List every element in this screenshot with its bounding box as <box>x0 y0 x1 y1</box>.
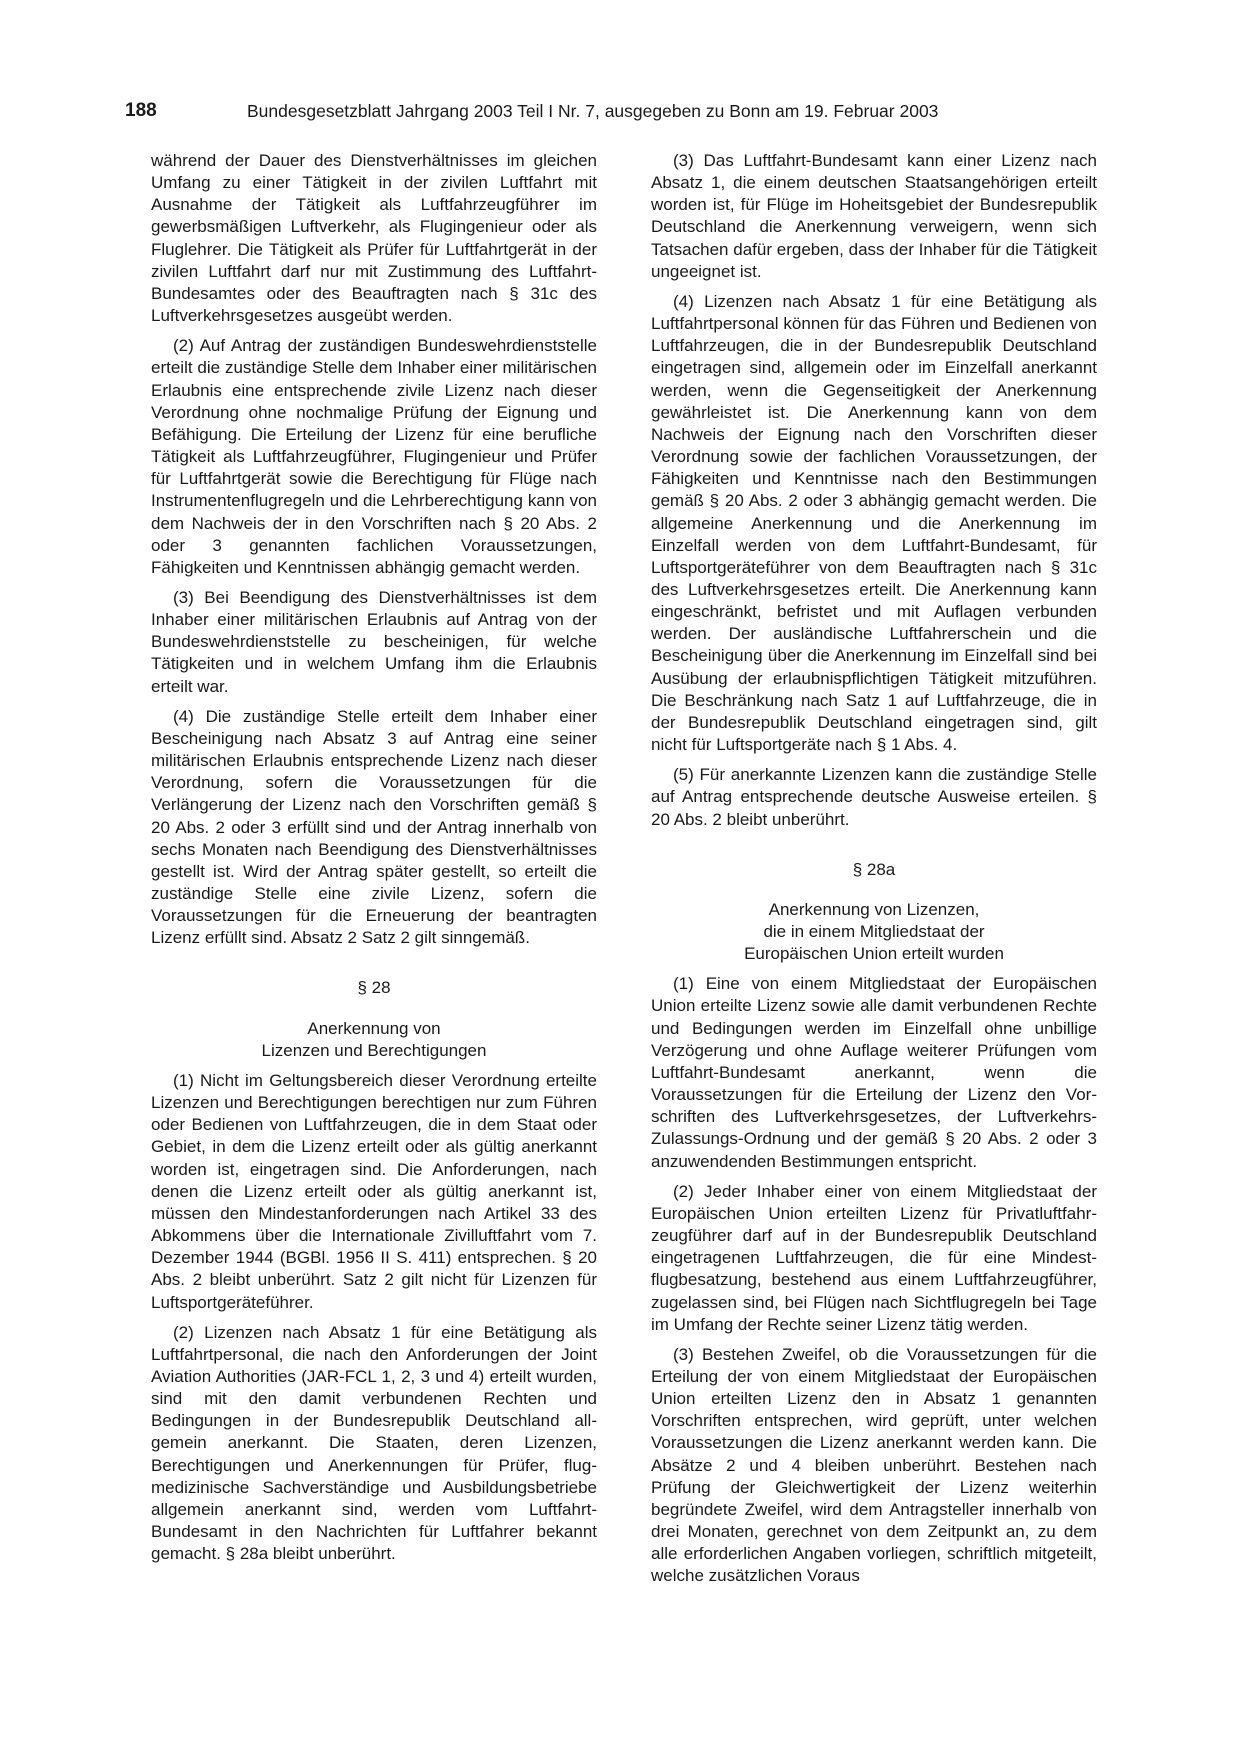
paragraph-28-1: (1) Nicht im Geltungsbereich dieser Verordnung erteilte Lizenzen und Berechtigungen berechtigen nur zum Führen oder Bedienen von Luftfahrzeugen, die in dem Staat oder Gebiet, in dem die Lizenz erteilt oder als gültig anerkannt worden ist, eingetragen sind. Die Anforderungen, nach denen die Lizenz erteilt oder als gültig anerkannt ist, müssen den Mindestanforderungen nach Artikel 33 des Abkommens über die Internationale Zivilluftfahrt vom 7. Dezember 1944 (BGBl. 1956 II S. 411) entsprechen. § 20 Abs. 2 bleibt unberührt. Satz 2 gilt nicht für Lizenzen für Luftsportgeräteführer. <box>151 1070 597 1312</box>
paragraph-27-3: (3) Bei Beendigung des Dienstverhältnisses ist dem Inhaber einer militärischen Erlaubnis auf Antrag von der Bundeswehrdienststelle zu bescheinigen, für welche Tätigkeiten und in welchem Umfang ihm die Erlaubnis erteilt war. <box>151 587 597 696</box>
section-28a-title-line-2: die in einem Mitgliedstaat der <box>763 922 985 941</box>
section-28a-title-line-3: Europäischen Union erteilt wurden <box>744 944 1004 964</box>
section-28a-number: § 28a <box>852 859 896 879</box>
paragraph-28a-2: (2) Jeder Inhaber einer von einem Mitgliedstaat der Europäischen Union erteilten Lizenz für Privatluftfahrzeugführer darf auf in der Bundesrepublik Deutschland eingetragenen Luftfahrzeugen, die für eine Mindestflugbesatzung, bestehend aus einem Luftfahrzeugführer, zugelassen sind, bei Flügen nach Sichtflugregeln bei Tage im Umfang der Rechte seiner Lizenz tätig werden. <box>651 1181 1097 1334</box>
paragraph-28-3: (3) Das Luftfahrt-Bundesamt kann einer Lizenz nach Absatz 1, die einem deutschen Staatsangehörigen erteilt worden ist, für Flüge im Hoheitsgebiet der Bundesrepublik Deutschland die Anerkennung verweigern, wenn sich Tatsachen dafür ergeben, dass der Inhaber für die Tätigkeit ungeeignet ist. <box>651 151 1097 281</box>
paragraph-27-4: (4) Die zuständige Stelle erteilt dem Inhaber einer Bescheinigung nach Absatz 3 auf Antrag eine seiner militärischen Erlaubnis entsprechende Lizenz nach dieser Verordnung, sofern die Voraussetzungen für die Verlängerung der Lizenz nach den Vorschriften gemäß § 20 Abs. 2 oder 3 erfüllt sind und der Antrag innerhalb von sechs Monaten nach Beendigung des Dienstverhältnisses gestellt ist. Wird der Antrag später gestellt, so erteilt die zuständige Stelle eine zivile Lizenz, sofern die Voraussetzungen für die Erneuerung der beantragten Lizenz erfüllt sind. Absatz 2 Satz 2 gilt sinngemäß. <box>151 706 597 948</box>
page-header <box>125 100 1105 130</box>
paragraph-28-2: (2) Lizenzen nach Absatz 1 für eine Betätigung als Luftfahrtpersonal, die nach den Anforderungen der Joint Aviation Authorities (JAR-FCL 1, 2, 3 und 4) erteilt wurden, sind mit den damit verbundenen Rechten und Bedingungen in der Bundesrepublik Deutschland allgemein anerkannt. Die Staaten, deren Lizenzen, Berechtigungen und Anerkennungen für Prüfer, flugmedizinische Sachverständige und Ausbildungsbetriebe allgemein anerkannt sind, werden vom Luftfahrt-Bundesamt in den Nachrichten für Luftfahrer bekannt gemacht. § 28a bleibt unberührt. <box>151 1322 597 1564</box>
left-column <box>151 150 597 1573</box>
running-head: Bundesgesetzblatt Jahrgang 2003 Teil I Nr. 7, ausgegeben zu Bonn am 19. Februar 2003 <box>247 101 939 121</box>
right-column <box>651 150 1097 1596</box>
paragraph-28-4: (4) Lizenzen nach Absatz 1 für eine Betätigung als Luftfahrtpersonal können für das Führen und Bedienen von Luftfahrzeugen, die in der Bundesrepublik Deutschland eingetragen sind, allgemein oder im Einzelfall anerkannt werden, wenn die Gegenseitigkeit der Anerkennung gewährleistet ist. Die Anerkennung kann von dem Nachweis der Eignung nach den Vorschriften dieser Verordnung sowie der fachlichen Voraussetzungen, der Fähigkeiten und Kenntnisse nach den Bestimmungen gemäß § 20 Abs. 2 oder 3 abhängig gemacht werden. Die allgemeine Anerkennung und die Anerkennung im Einzelfall werden von dem Luftfahrt-Bundesamt, für Luftsportgeräteführer von dem Beauftragten nach § 31c des Luftverkehrsgesetzes erteilt. Die Anerkennung kann eingeschränkt, befristet und mit Auflagen verbunden werden. Der ausländische Luftfahrerschein und die Bescheinigung über die Anerkennung im Einzelfall sind bei Ausübung der erlaubnispflichtigen Tätigkeit mitzuführen. Die Beschränkung nach Satz 1 auf Luftfahrzeuge, die in der Bundesrepublik Deutschland eingetragen sind, gilt nicht für Luftsportgeräte nach § 1 Abs. 4. <box>651 291 1097 755</box>
paragraph-continuation: während der Dauer des Dienstverhältnisses im gleichen Umfang zu einer Tätigkeit in der zivilen Luftfahrt mit Ausnahme der Tätigkeit als Luftfahrzeugführer im gewerbsmäßigen Luftverkehr, als Flugingenieur oder als Fluglehrer. Die Tätigkeit als Prüfer für Luftfahrtgerät in der zivilen Luftfahrt darf nur mit Zustimmung des Luftfahrt-Bundesamtes oder des Beauftragten nach § 31c des Luftverkehrsgesetzes ausgeübt werden. <box>151 151 597 326</box>
paragraph-28-5: (5) Für anerkannte Lizenzen kann die zuständige Stelle auf Antrag entsprechende deutsche Ausweise erteilen. § 20 Abs. 2 bleibt unberührt. <box>651 765 1097 829</box>
paragraph-28a-3: (3) Bestehen Zweifel, ob die Voraussetzungen für die Erteilung der von einem Mitgliedstaat der Europäischen Union erteilten Lizenz den in Absatz 1 genannten Vorschriften entsprechen, wird geprüft, unter welchen Voraussetzungen die Lizenz anerkannt werden kann. Die Absätze 2 und 4 bleiben unberührt. Bestehen nach Prüfung der Gleichwertigkeit der Lizenz weiterhin begründete Zweifel, wird dem Antragsteller innerhalb von drei Monaten, gerechnet von dem Zeitpunkt an, zu dem alle erforderlichen Angaben vorliegen, schriftlich mitgeteilt, welche zusätzlichen Voraus <box>651 1344 1097 1586</box>
page-number: 188 <box>125 100 157 121</box>
paragraph-28a-1: (1) Eine von einem Mitgliedstaat der Europäischen Union erteilte Lizenz sowie alle damit verbundenen Rechte und Bedingungen werden im Einzelfall ohne unbillige Verzögerung und ohne Auflage weiterer Prüfungen vom Luftfahrt-Bundesamt anerkannt, wenn die Voraussetzungen für die Erteilung der Lizenz den Vorschriften des Luftverkehrsgesetzes, der Luftverkehrs-Zulassungs-Ordnung und der gemäß § 20 Abs. 2 oder 3 anzuwendenden Bestimmungen entspricht. <box>651 974 1097 1171</box>
section-28a-title-line-1: Anerkennung von Lizenzen, <box>768 899 980 919</box>
section-28-title-line-2: Lizenzen und Berechtigungen <box>261 1040 487 1060</box>
section-28-title-line-1: Anerkennung von <box>307 1018 441 1038</box>
section-28-number: § 28 <box>357 978 391 998</box>
paragraph-27-2: (2) Auf Antrag der zuständigen Bundeswehrdienststelle erteilt die zuständige Stelle dem Inhaber einer militärischen Erlaubnis eine entsprechende zivile Lizenz nach dieser Verordnung ohne nochmalige Prüfung der Eignung und Befähigung. Die Erteilung der Lizenz für eine berufliche Tätigkeit als Luftfahrzeugführer, Flugingenieur und Prüfer für Luftfahrtgerät sowie die Berechtigung für Flüge nach Instrumentenflugregeln und die Lehrberechtigung kann von dem Nachweis der in den Vorschriften nach § 20 Abs. 2 oder 3 genannten fachlichen Voraussetzungen, Fähigkeiten und Kenntnissen abhängig gemacht werden. <box>151 336 597 577</box>
